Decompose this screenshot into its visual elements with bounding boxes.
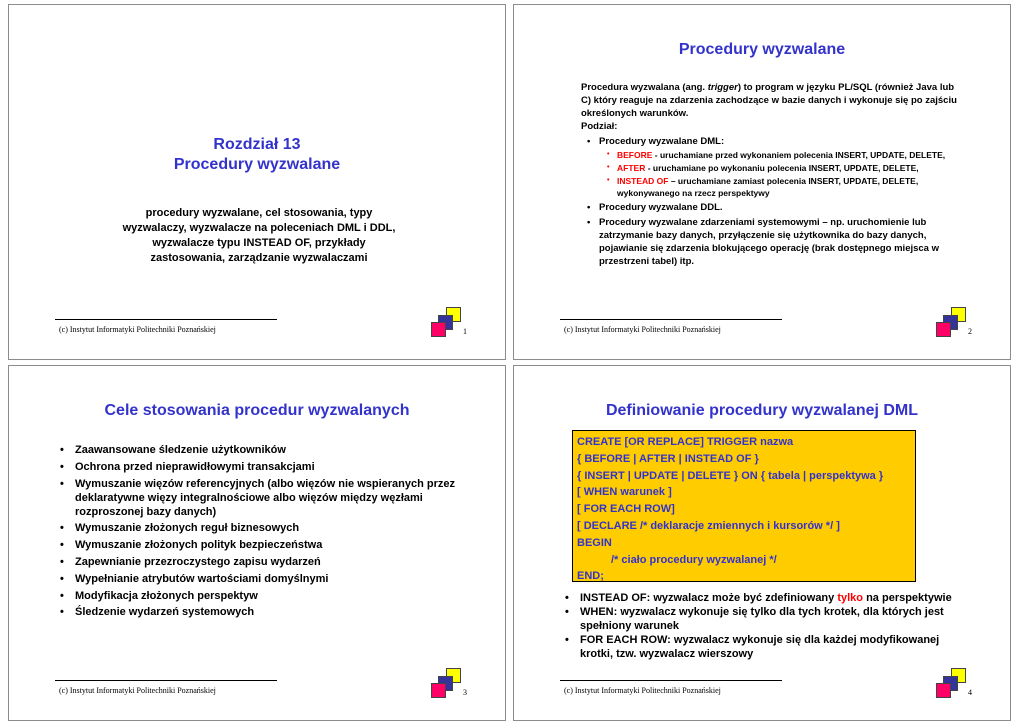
slide-title: Procedury wyzwalane	[678, 41, 846, 58]
chapter-subtitle: procedury wyzwalane, cel stosowania, typy wyzwalaczy, wyzwalacze na poleceniach DML i DDL, wyzwalacze typu INSTEAD OF, przykłady zastosowania, zarządzanie wyzwalaczami	[122, 207, 396, 264]
list-item-when: • WHEN: wyzwalacz wykonuje się tylko dla tych krotek, dla których jest spełniony warunek	[565, 606, 944, 632]
division-label: Podział:	[581, 121, 618, 132]
intro-paragraph: Procedura wyzwalana (ang. trigger) to program w języku PL/SQL (również Java lub C) który reaguje na zdarzenia zachodzące w bazie danych i wykonuje się po zajściu określonych warunków.	[581, 82, 957, 119]
code-line: CREATE [OR REPLACE] TRIGGER nazwa	[577, 436, 794, 448]
colored-squares-logo-icon	[936, 668, 968, 700]
colored-squares-logo-icon	[936, 307, 968, 339]
list-item: • Wymuszanie złożonych reguł biznesowych	[60, 522, 300, 535]
list-item-instead-of: • INSTEAD OF – uruchamiane zamiast polecenia INSERT, UPDATE, DELETE, wykonywanego na rzecz perspektywy	[607, 176, 919, 198]
list-item-system: • Procedury wyzwalane zdarzeniami systemowymi – np. uruchomienie lub zatrzymanie bazy danych, przyłączenie się użytkownika do bazy danych, pojawianie się zdarzenia blokującego operację (brak dostępnego miejsca w przestrzeni tabel) itp.	[587, 217, 939, 267]
syntax-code-box	[572, 430, 916, 582]
list-item: • Śledzenie wydarzeń systemowych	[60, 606, 255, 619]
list-item-instead-of: • INSTEAD OF: wyzwalacz może być zdefiniowany tylko na perspektywie	[565, 592, 952, 604]
list-item-after: • AFTER - uruchamiane po wykonaniu polecenia INSERT, UPDATE, DELETE,	[607, 163, 919, 173]
footer-divider	[55, 319, 277, 320]
list-item: • Modyfikacja złożonych perspektyw	[60, 589, 258, 602]
code-line: [ WHEN warunek ]	[577, 486, 672, 499]
chapter-title-line1: Rozdział 13	[213, 136, 301, 153]
slide-body	[581, 81, 961, 268]
slide-2	[513, 4, 1011, 360]
colored-squares-logo-icon	[431, 307, 463, 339]
footer-text: (c) Instytut Informatyki Politechniki Poznańskiej	[564, 325, 721, 334]
goals-list	[59, 443, 459, 622]
chapter-title-line2: Procedury wyzwalane	[173, 156, 341, 173]
list-item-before: • BEFORE - uruchamiane przed wykonaniem polecenia INSERT, UPDATE, DELETE,	[607, 150, 946, 160]
footer-divider	[560, 680, 782, 681]
slide-title: Cele stosowania procedur wyzwalanych	[104, 402, 410, 419]
page-number: 4	[968, 688, 972, 697]
list-item: • Wymuszanie więzów referencyjnych (albo więzów nie wspieranych przez deklaratywne więzy integralnościowe albo więzów między węzłami rozproszonej bazy danych)	[60, 477, 456, 518]
slide-3	[8, 365, 506, 721]
code-line: BEGIN	[577, 536, 612, 549]
chapter-title	[9, 135, 505, 175]
page-number: 1	[463, 327, 467, 336]
slide-1	[8, 4, 506, 360]
colored-squares-logo-icon	[431, 668, 463, 700]
list-item: • Wymuszanie złożonych polityk bezpieczeństwa	[60, 539, 323, 552]
code-line: { INSERT | UPDATE | DELETE } ON { tabela | perspektywa }	[577, 469, 884, 482]
list-item: • Zaawansowane śledzenie użytkowników	[60, 444, 286, 456]
footer-divider	[55, 680, 277, 681]
footer-text: (c) Instytut Informatyki Politechniki Poznańskiej	[59, 686, 216, 695]
footer-text: (c) Instytut Informatyki Politechniki Poznańskiej	[59, 325, 216, 334]
list-item: • Zapewnianie przezroczystego zapisu wydarzeń	[60, 555, 321, 568]
list-item-dml: • Procedury wyzwalane DML:	[587, 136, 725, 147]
code-line: { BEFORE | AFTER | INSTEAD OF }	[577, 452, 759, 465]
code-line: /* ciało procedury wyzwalanej */	[611, 553, 777, 566]
slide-title: Definiowanie procedury wyzwalanej DML	[605, 402, 919, 419]
list-item: • Wypełnianie atrybutów wartościami domyślnymi	[60, 572, 329, 585]
slide-4	[513, 365, 1011, 721]
list-item-ddl: • Procedury wyzwalane DDL.	[587, 202, 723, 213]
notes-list	[564, 591, 954, 661]
list-item-for-each-row: • FOR EACH ROW: wyzwalacz wykonuje się dla każdej modyfikowanej krotki, tzw. wyzwalacz wierszowy	[565, 634, 940, 660]
footer-text: (c) Instytut Informatyki Politechniki Poznańskiej	[564, 686, 721, 695]
list-item: • Ochrona przed nieprawidłowymi transakcjami	[60, 460, 315, 473]
code-line: [ FOR EACH ROW]	[577, 503, 675, 516]
code-line: [ DECLARE /* deklaracje zmiennych i kursorów */ ]	[577, 519, 840, 532]
code-line: END;	[577, 570, 604, 583]
page-number: 3	[463, 688, 467, 697]
footer-divider	[560, 319, 782, 320]
page-number: 2	[968, 327, 972, 336]
